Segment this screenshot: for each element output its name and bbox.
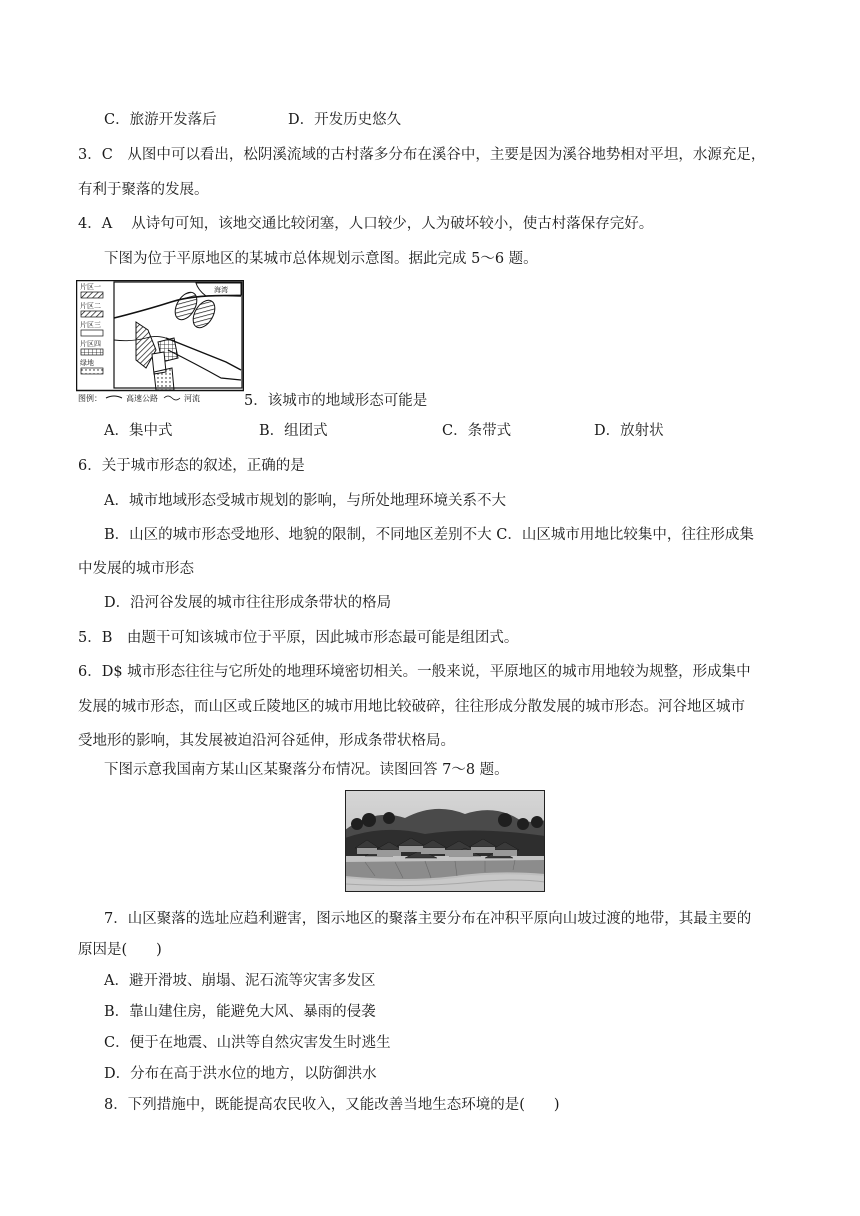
map-key-label: 图例：	[78, 394, 102, 403]
q5-option-b: B．组团式	[259, 423, 328, 439]
question-5: 5．该城市的地域形态可能是	[244, 393, 428, 409]
q7-option-b: B．靠山建住房，能避免大风、暴雨的侵袭	[104, 1004, 376, 1020]
legend-zone-1: 片区一	[80, 283, 101, 291]
answer-3-cont: 有利于聚落的发展。	[78, 182, 209, 198]
q7-option-c: C．便于在地震、山洪等自然灾害发生时逃生	[104, 1035, 391, 1051]
bay-label: 海湾	[214, 286, 228, 294]
q6-option-c-cont: 中发展的城市形态	[78, 561, 194, 577]
q6-option-d: D．沿河谷发展的城市往往形成条带状的格局	[104, 595, 392, 611]
intro-q7-8: 下图示意我国南方某山区某聚落分布情况。读图回答 7～8 题。	[104, 762, 509, 778]
q5-option-a: A．集中式	[104, 423, 173, 439]
legend-green: 绿地	[80, 359, 94, 367]
river-key: 河流	[184, 394, 200, 403]
q5-option-c: C．条带式	[442, 423, 512, 439]
question-7: 7．山区聚落的选址应趋利避害，图示地区的聚落主要分布在冲积平原向山坡过渡的地带，其最主要的	[104, 911, 752, 927]
city-planning-map	[76, 280, 244, 404]
answer-4: 4．A 从诗句可知，该地交通比较闭塞，人口较少，人为破坏较小，使古村落保存完好。	[78, 216, 654, 232]
option-d-history: D．开发历史悠久	[288, 112, 402, 128]
q6-option-a: A．城市地域形态受城市规划的影响，与所处地理环境关系不大	[104, 493, 506, 509]
answer-6-cont2: 受地形的影响，其发展被迫沿河谷延伸，形成条带状格局。	[78, 733, 455, 749]
legend-zone-2: 片区二	[80, 302, 101, 310]
legend-zone-4: 片区四	[80, 340, 101, 348]
question-7-cont: 原因是( )	[78, 942, 162, 958]
answer-6-cont1: 发展的城市形态，而山区或丘陵地区的城市用地比较破碎，往往形成分散发展的城市形态。河谷地区城市	[78, 699, 745, 715]
answer-6: 6．D$ 城市形态往往与它所处的地理环境密切相关。一般来说，平原地区的城市用地较为规整，形成集中	[78, 664, 751, 680]
q7-option-a: A．避开滑坡、崩塌、泥石流等灾害多发区	[104, 973, 376, 989]
q5-option-d: D．放射状	[594, 423, 664, 439]
intro-q5-6: 下图为位于平原地区的某城市总体规划示意图。据此完成 5～6 题。	[104, 251, 538, 267]
q7-option-d: D．分布在高于洪水位的地方，以防御洪水	[104, 1066, 377, 1082]
answer-3: 3．C 从图中可以看出，松阴溪流域的古村落多分布在溪谷中，主要是因为溪谷地势相对平坦，水源充足，	[78, 147, 766, 163]
q6-option-b-c: B．山区的城市形态受地形、地貌的限制，不同地区差别不大 C．山区城市用地比较集中，往往形成集	[104, 527, 754, 543]
village-photo	[345, 790, 545, 892]
answer-5: 5．B 由题干可知该城市位于平原，因此城市形态最可能是组团式。	[78, 630, 519, 646]
legend-zone-3: 片区三	[80, 321, 101, 329]
question-6: 6．关于城市形态的叙述，正确的是	[78, 458, 305, 474]
highway-key: 高速公路	[126, 394, 158, 403]
question-8: 8．下列措施中，既能提高农民收入，又能改善当地生态环境的是( )	[104, 1097, 560, 1113]
option-c-tourism: C．旅游开发落后	[104, 112, 217, 128]
